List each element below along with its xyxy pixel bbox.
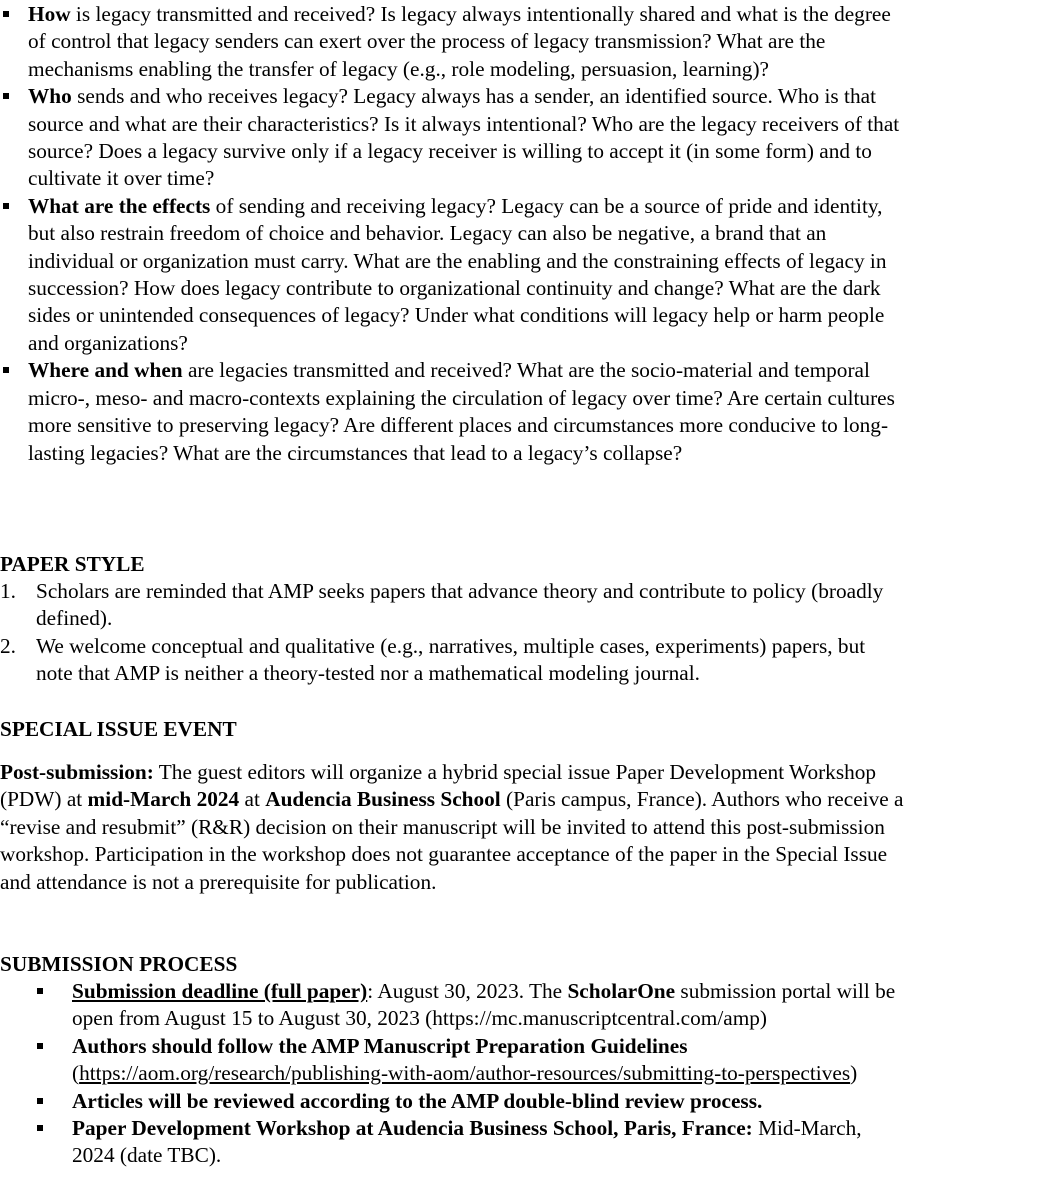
square-bullet-icon <box>37 1098 43 1104</box>
list-item <box>0 83 905 193</box>
post-submission-paragraph <box>0 759 905 896</box>
list-item <box>0 357 905 467</box>
portal-name: ScholarOne <box>567 979 676 1003</box>
question-text: of sending and receiving legacy? Legacy can be a source of pride and identity, but also restrain freedom of choice and behavior. Legacy can also be negative, a brand that an individual or organization must carry. What are the enabling and the constraining effects of legacy in succession? How does legacy contribute to organizational continuity and change? What are the dark sides or unintended consequences of legacy? Under what conditions will legacy help or harm people and organizations? <box>28 193 887 355</box>
square-bullet-icon <box>3 367 9 373</box>
square-bullet-icon <box>3 203 9 209</box>
question-lead: What are the effects <box>28 193 211 218</box>
submission-process-list <box>0 978 905 1170</box>
list-item <box>0 1088 905 1115</box>
square-bullet-icon <box>37 988 43 994</box>
paren: ( <box>72 1061 80 1086</box>
square-bullet-icon <box>3 11 9 17</box>
question-lead: Where and when <box>28 358 183 383</box>
guidelines-link[interactable]: https://aom.org/research/publishing-with-aom/author-resources/submitting-to-perspectives <box>79 1061 851 1086</box>
submission-process-heading: SUBMISSION PROCESS <box>0 952 238 976</box>
item-text: Scholars are reminded that AMP seeks papers that advance theory and contribute to policy (broadly defined). <box>36 579 884 631</box>
question-text: sends and who receives legacy? Legacy always has a sender, an identified source. Who is that source and what are their characteristics? Is it always intentional? Who are the legacy receivers of that source? Does a legacy survive only if a legacy receiver is willing to accept it (in some form) and to cultivate it over time? <box>28 84 900 191</box>
paragraph-text: (Paris campus, France). Authors who receive a “revise and resubmit” (R&R) decision on their manuscript will be invited to attend this post-submission workshop. Participation in the workshop does not guarantee acceptance of the paper in the Special Issue and attendance is not a prerequisite for publication. <box>0 787 904 894</box>
paper-style-heading: PAPER STYLE <box>0 552 145 576</box>
question-lead: How <box>28 2 71 26</box>
list-item <box>0 1115 905 1170</box>
workshop-date: mid-March 2024 <box>87 787 240 812</box>
research-questions-list <box>0 1 905 467</box>
list-item <box>0 633 905 688</box>
square-bullet-icon <box>3 93 9 99</box>
item-text: submission portal will be open from August 15 to August 30, 2023 (https://mc.manuscriptcentral.com/amp) <box>72 979 896 1031</box>
pdw-label: Paper Development Workshop at Audencia Business School, Paris, France: <box>72 1116 753 1141</box>
post-submission-lead: Post-submission: <box>0 760 154 784</box>
square-bullet-icon <box>37 1043 43 1049</box>
paren: ) <box>850 1061 858 1086</box>
list-item <box>0 1 905 83</box>
workshop-venue: Audencia Business School <box>265 787 501 812</box>
list-item <box>0 578 905 633</box>
question-text: is legacy transmitted and received? Is legacy always intentionally shared and what is the degree of control that legacy senders can exert over the process of legacy transmission? What are the mechanisms enabling the transfer of legacy (e.g., role modeling, persuasion, learning)? <box>28 2 891 81</box>
item-number: 2. <box>0 633 16 658</box>
square-bullet-icon <box>37 1125 43 1131</box>
question-text: are legacies transmitted and received? What are the socio-material and temporal micro-, meso- and macro-contexts explaining the circulation of legacy over time? Are certain cultures more sensitive to preserving legacy? Are different places and circumstances more conducive to long-lasting legacies? What are the circumstances that lead to a legacy’s collapse? <box>28 358 895 465</box>
special-issue-event-heading: SPECIAL ISSUE EVENT <box>0 717 237 741</box>
item-text: We welcome conceptual and qualitative (e.g., narratives, multiple cases, experiments) papers, but note that AMP is neither a theory-tested nor a mathematical modeling journal. <box>36 633 866 686</box>
guidelines-title: Authors should follow the AMP Manuscript Preparation Guidelines <box>72 1033 688 1058</box>
paper-style-list <box>0 578 905 688</box>
item-number: 1. <box>0 579 16 603</box>
question-lead: Who <box>28 84 72 109</box>
list-item <box>0 978 905 1033</box>
deadline-label: Submission deadline (full paper) <box>72 979 368 1003</box>
list-item <box>0 193 905 357</box>
paragraph-text: The guest editors will organize a hybrid special issue Paper Development Workshop (PDW) at <box>0 760 877 812</box>
paragraph-text: at <box>239 787 266 812</box>
item-text: : August 30, 2023. The <box>367 979 568 1003</box>
review-statement: Articles will be reviewed according to the AMP double-blind review process. <box>72 1088 763 1113</box>
list-item <box>0 1033 905 1088</box>
item-text: Mid-March, 2024 (date TBC). <box>72 1116 862 1168</box>
